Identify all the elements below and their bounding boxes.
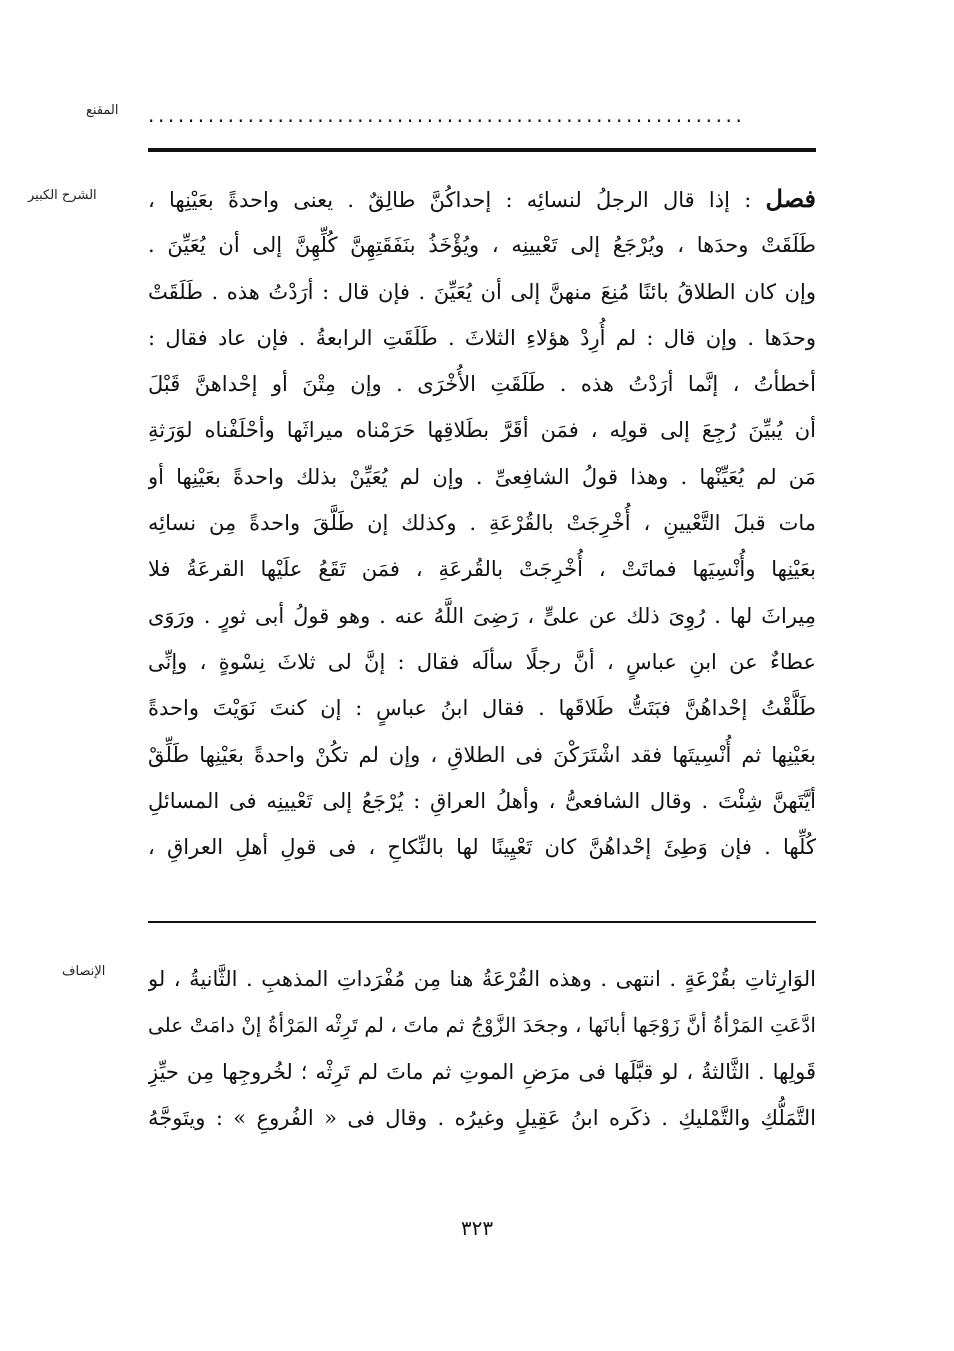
text-line: وإن كان الطلاقُ بائنًا مُنِعَ منهنَّ إلى أن يُعَيِّنَ . فإن قال : أرَدْتُ هذه . طَلَقَتْ [148,279,816,304]
section-divider-rule [148,921,816,923]
text-line: مَن لم يُعَيِّنْها . وهذا قولُ الشافِعىِّ . وإن لم يُعَيِّنْ بذلك واحدةً بعَيْنِها أو [148,464,816,489]
text-line: كُلِّها . فإن وَطِئَ إحْداهُنَّ كان تَعْيِينًا لها بالنِّكاحِ ، فى قولِ أهلِ العراقِ ، [148,835,816,860]
header-label-muqni: المقنع [86,103,119,118]
margin-label-sharh: الشرح الكبير [28,188,97,203]
text-line: طَلَقَتْ وحدَها ، ويُرْجَعُ إلى تَعْيينِه ، ويُؤْخَذُ بنَفَقَتِهِنَّ كُلِّهِنَّ إلى أن يُعَيِّنَ . [148,233,816,258]
first-line-text: : إذا قال الرجلُ لنسائِه : إحداكُنَّ طالِقٌ . يعنى واحدةً بعَيْنِها ، [148,188,766,212]
section-heading-fasl: فصل [765,184,816,213]
text-line: عطاءٌ عن ابنِ عباسٍ ، أنَّ رجلًا سألَه فقال : إنَّ لى ثلاثَ نِسْوةٍ ، وإنِّى [148,649,816,674]
insaf-text [148,956,816,1141]
insaf-line: قَولِها . الثَّالثةُ ، لو قبَّلَها فى مرَضِ الموتِ ثم ماتَ لم تَرِثْه ؛ لخُروجِها مِن حيِّزِ [148,1059,816,1084]
text-line: أخطأتُ ، إنَّما أرَدْتُ هذه . طَلَقَتِ الأُخْرَى . وإن مِتْنَ أو إحْداهنَّ قَبْلَ [148,372,816,397]
text-line-1 [148,176,816,222]
text-line: بعَيْنِها ثم أُنْسِيتَها فقد اشْتَرَكْنَ فى الطلاقِ ، وإن لم تكُنْ واحدةً بعَيْنِها طَلِّقْ [148,742,816,767]
insaf-line: التَّمَلُّكِ والتَّمْليكِ . ذكَره ابنُ عَقِيلٍ وغيرُه . وقال فى « الفُروعِ » : ويتَوجَّهُ [148,1105,816,1130]
text-line: مات قبلَ التَّعْيينِ ، أُخْرِجَتْ بالقُرْعَةِ . وكذلك إن طَلَّقَ واحدةً مِن نسائِه [148,511,816,536]
margin-label-insaf: الإنصاف [62,964,106,979]
text-line: بعَيْنِها وأُنْسِيَها فماتَتْ ، أُخْرِجَتْ بالقُرعَةِ ، فمَن تَقَعُ علَيْها القرعَةُ فلا [148,557,816,582]
text-line: أن يُبيِّنَ رُجِعَ إلى قولِه ، فمَن أقَرَّ بطَلاقِها حَرَمْناه ميراثَها وأحْلَفْناه لوَرَثةِ [148,418,816,443]
page-number: ٣٢٣ [460,1216,494,1240]
insaf-line: ادَّعَتِ المَرْأةُ أنَّ زَوْجَها أبانَها ، وجحَدَ الزَّوْجُ ثم ماتَ ، لم تَرِثْه المَرْأةُ إنْ دامَتْ على [148,1013,816,1038]
text-line: مِيراثَ لها . رُوِىَ ذلك عن علىٍّ ، رَضِىَ اللَّهُ عنه . وهو قولُ أبى ثورٍ . ورَوَى [148,603,816,628]
header-dotted-rule: ............................................................ [148,104,746,126]
main-commentary-text [148,176,816,870]
text-line: أيَّتَهنَّ شِئْتَ . وقال الشافعىُّ ، وأهلُ العراقِ : يُرْجَعُ إلى تَعْيينِه فى المسائلِ [148,788,816,813]
header-thick-rule [148,148,816,152]
text-line: طَلَّقْتُ إحْداهُنَّ فبَتَتُّ طَلاقَها . فقال ابنُ عباسٍ : إن كنتَ نَوَيْتَ واحدةً [148,696,816,721]
insaf-line: الوَارِثاتِ بقُرْعَةٍ . انتهى . وهذه القُرْعَةُ هنا مِن مُفْرَداتِ المذهبِ . الثَّانيةُ ، لو [148,967,816,991]
text-line: وحدَها . وإن قال : لم أُرِدْ هؤلاءِ الثلاثَ . طَلَقَتِ الرابعةُ . فإن عاد فقال : [148,325,816,350]
